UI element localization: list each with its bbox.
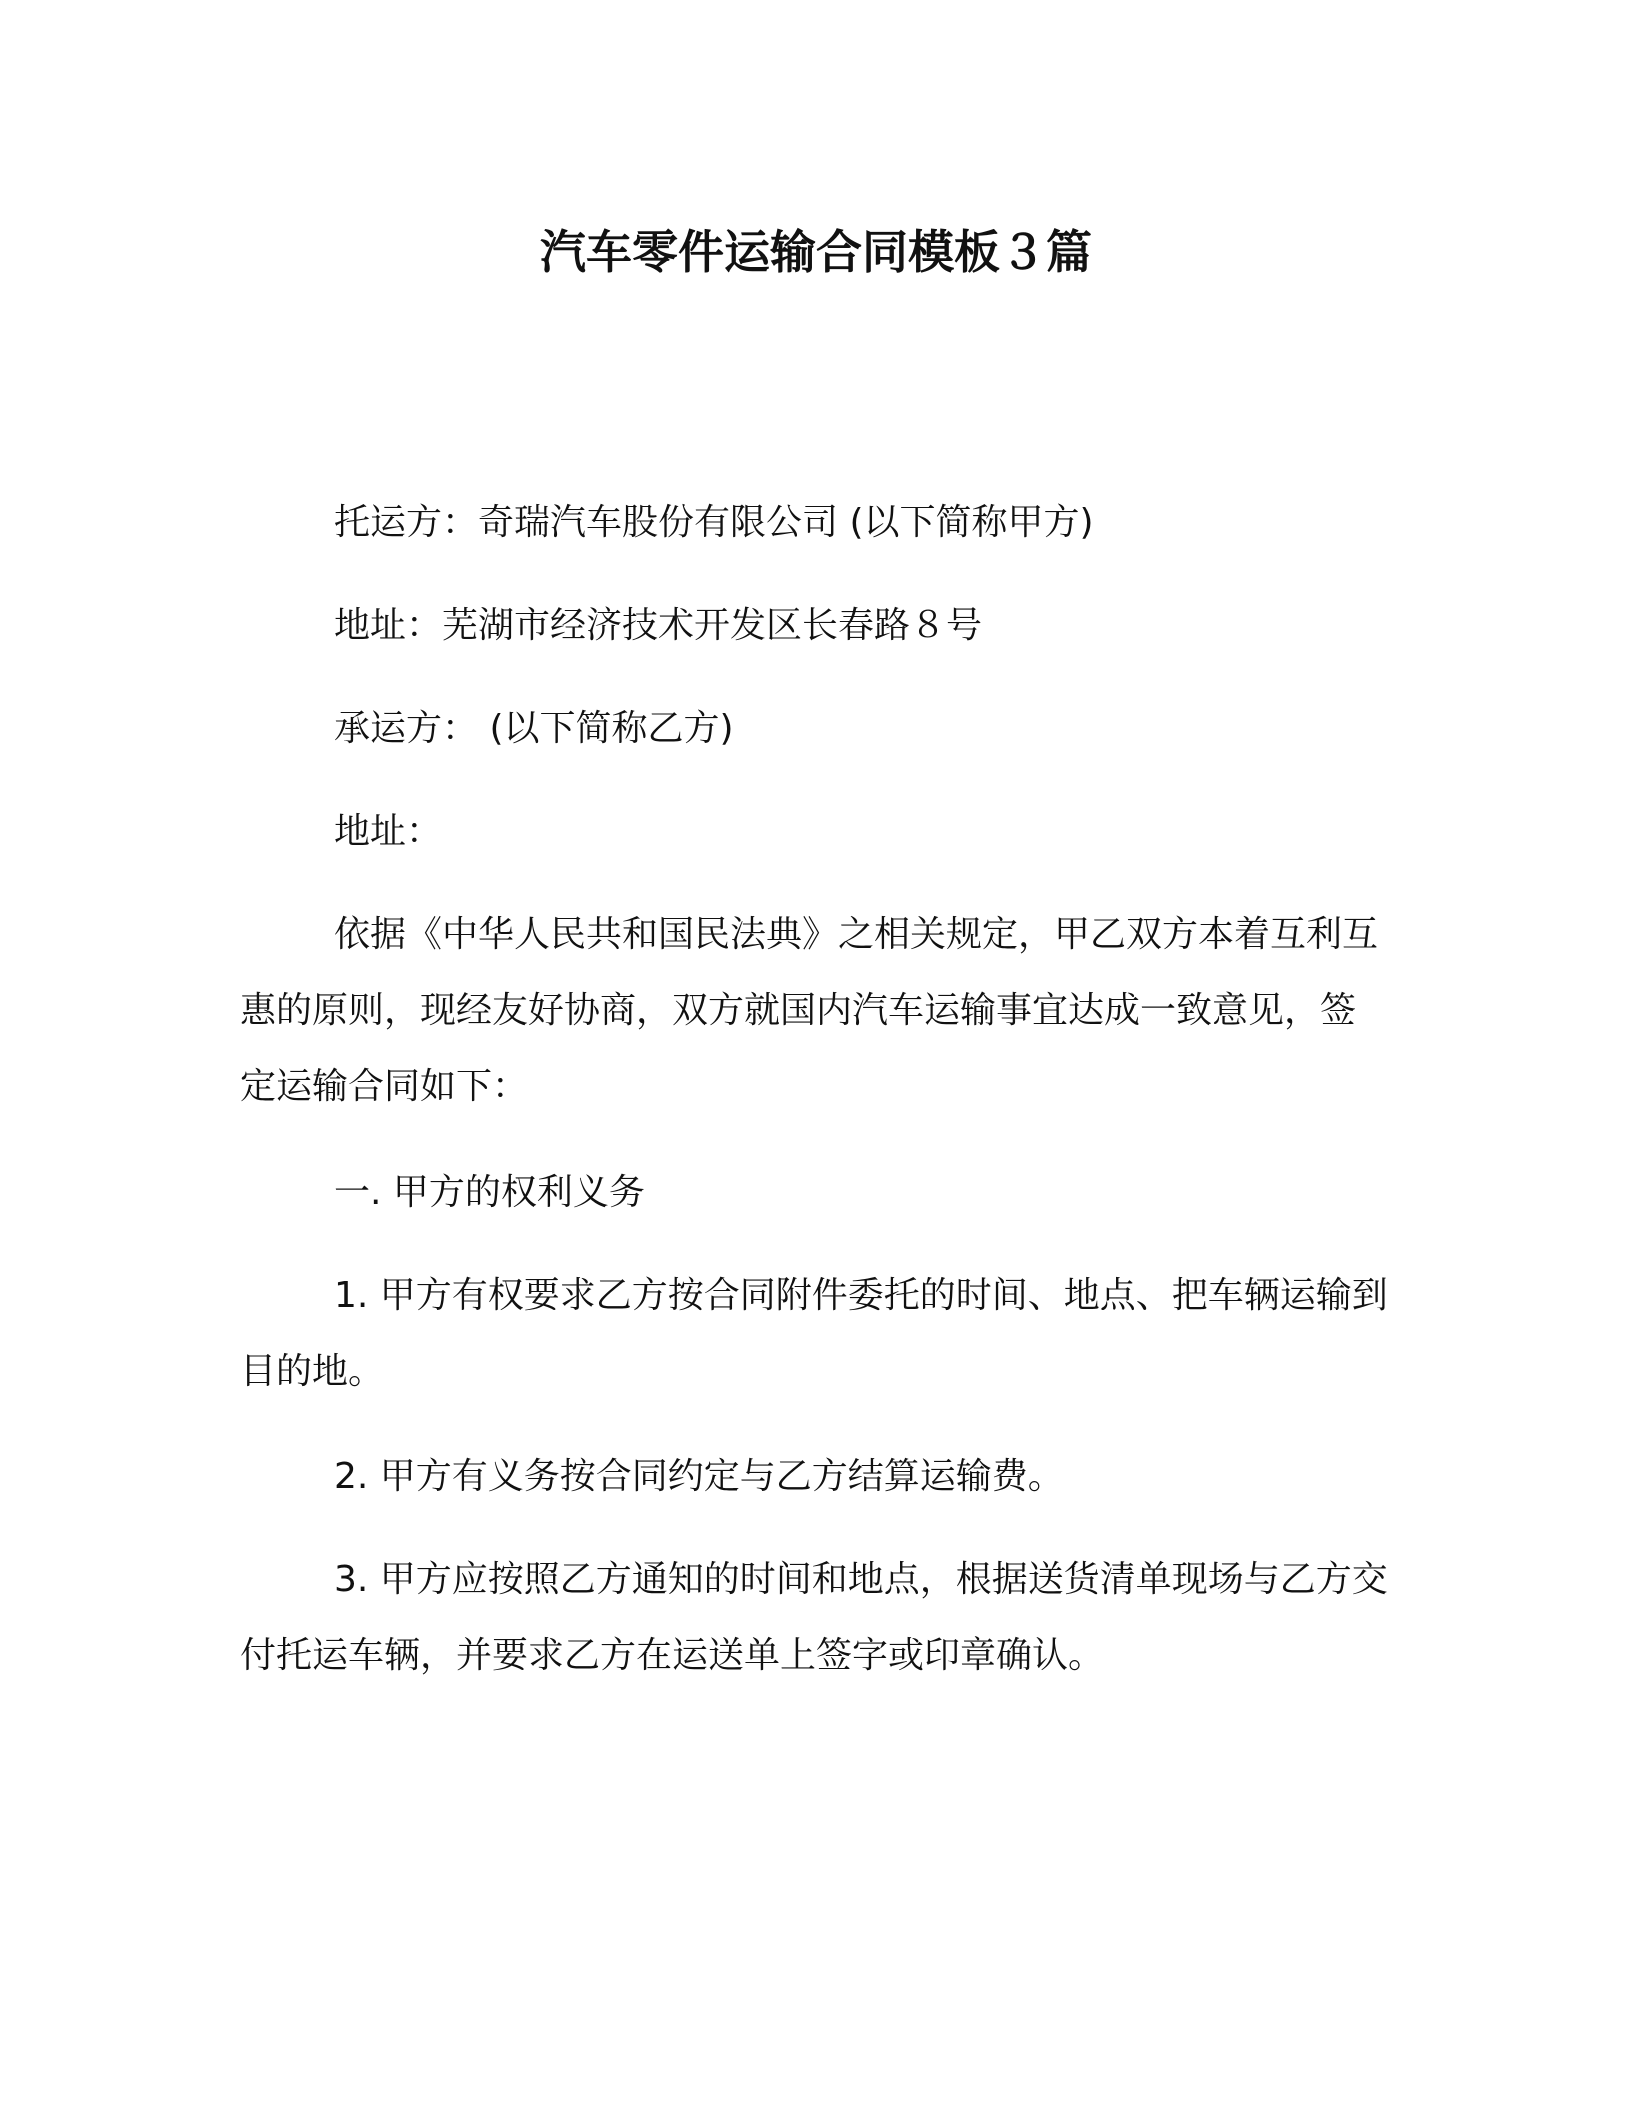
clause-3: 3. 甲方应按照乙方通知的时间和地点，根据送货清单现场与乙方交付托运车辆，并要求乙方在运送单上签字或印章确认。 [240,1559,1388,1676]
carrier-address-line: 地址： [334,811,443,852]
carrier-line: 承运方： (以下简称乙方) [334,708,734,749]
preamble-paragraph: 依据《中华人民共和国民法典》之相关规定，甲乙双方本着互利互惠的原则，现经友好协商，双方就国内汽车运输事宜达成一致意见，签定运输合同如下： [240,914,1379,1107]
section-heading-party-a: 一. 甲方的权利义务 [334,1172,645,1213]
clause-2: 2. 甲方有义务按合同约定与乙方结算运输费。 [334,1456,1064,1497]
consignor-address-line: 地址：芜湖市经济技术开发区长春路８号 [334,605,983,646]
consignor-line: 托运方：奇瑞汽车股份有限公司 (以下简称甲方) [334,502,1094,543]
document-title: 汽车零件运输合同模板３篇 [540,225,1092,279]
clause-1: 1. 甲方有权要求乙方按合同附件委托的时间、地点、把车辆运输到目的地。 [240,1275,1388,1392]
